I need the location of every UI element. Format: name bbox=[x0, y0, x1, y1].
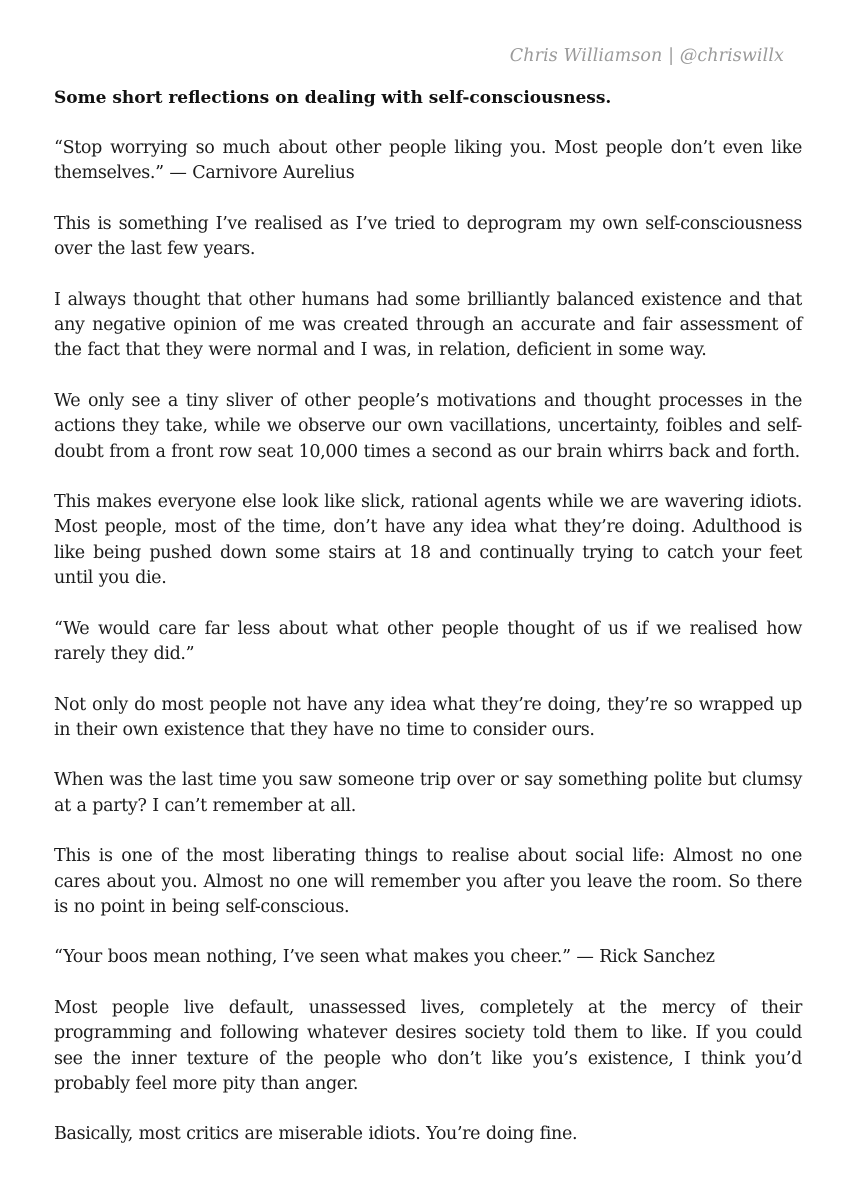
paragraph-slick-agents: This makes everyone else look like slick, rational agents while we are wavering idiots. Most people, most of the time, don’t have any idea what they’re doing. Adulthood is like being pushed down some stairs at 18 and continually trying to catch your feet until you die. bbox=[54, 492, 802, 589]
paragraph-wrapped-up: Not only do most people not have any idea what they’re doing, they’re so wrapped up in their own existence that they have no time to consider ours. bbox=[54, 694, 802, 740]
paragraph-intro: This is something I’ve realised as I’ve tried to deprogram my own self-consciousness over the last few years. bbox=[54, 213, 802, 260]
paragraph-quote-sanchez: “Your boos mean nothing, I’ve seen what makes you cheer.” — Rick Sanchez bbox=[54, 947, 715, 968]
article-title: Some short reflections on dealing with self-consciousness. bbox=[54, 88, 612, 108]
paragraph-conclusion: Basically, most critics are miserable idiots. You’re doing fine. bbox=[54, 1124, 578, 1145]
paragraph-default-lives: Most people live default, unassessed lives, completely at the mercy of their programming and following whatever desires society told them to like. If you could see the inner texture of the people who don’t like you’s existence, I think you’d probably feel more pity than anger. bbox=[54, 997, 802, 1094]
article-body bbox=[54, 86, 802, 1148]
paragraph-quote-care-less: “We would care far less about what other people thought of us if we realised how rarely they did.” bbox=[54, 618, 802, 665]
paragraph-quote-aurelius: “Stop worrying so much about other people liking you. Most people don’t even like themselves.” — Carnivore Aurelius bbox=[54, 138, 802, 184]
paragraph-balanced-existence: I always thought that other humans had some brilliantly balanced existence and that any negative opinion of me was created through an accurate and fair assessment of the fact that they were normal and I was, in relation, deficient in some way. bbox=[54, 289, 802, 361]
paragraph-last-time: When was the last time you saw someone trip over or say something polite but clumsy at a party? I can’t remember at all. bbox=[54, 770, 802, 816]
paragraph-liberating: This is one of the most liberating things to realise about social life: Almost no one cares about you. Almost no one will remember you after you leave the room. So there is no point in being self-conscious. bbox=[54, 846, 802, 917]
author-byline: Chris Williamson | @chriswillx bbox=[509, 46, 784, 66]
paragraph-tiny-sliver: We only see a tiny sliver of other people’s motivations and thought processes in the actions they take, while we observe our own vacillations, uncertainty, foibles and self-doubt from a front row seat 10,000 times a second as our brain whirrs back and forth. bbox=[54, 390, 802, 462]
